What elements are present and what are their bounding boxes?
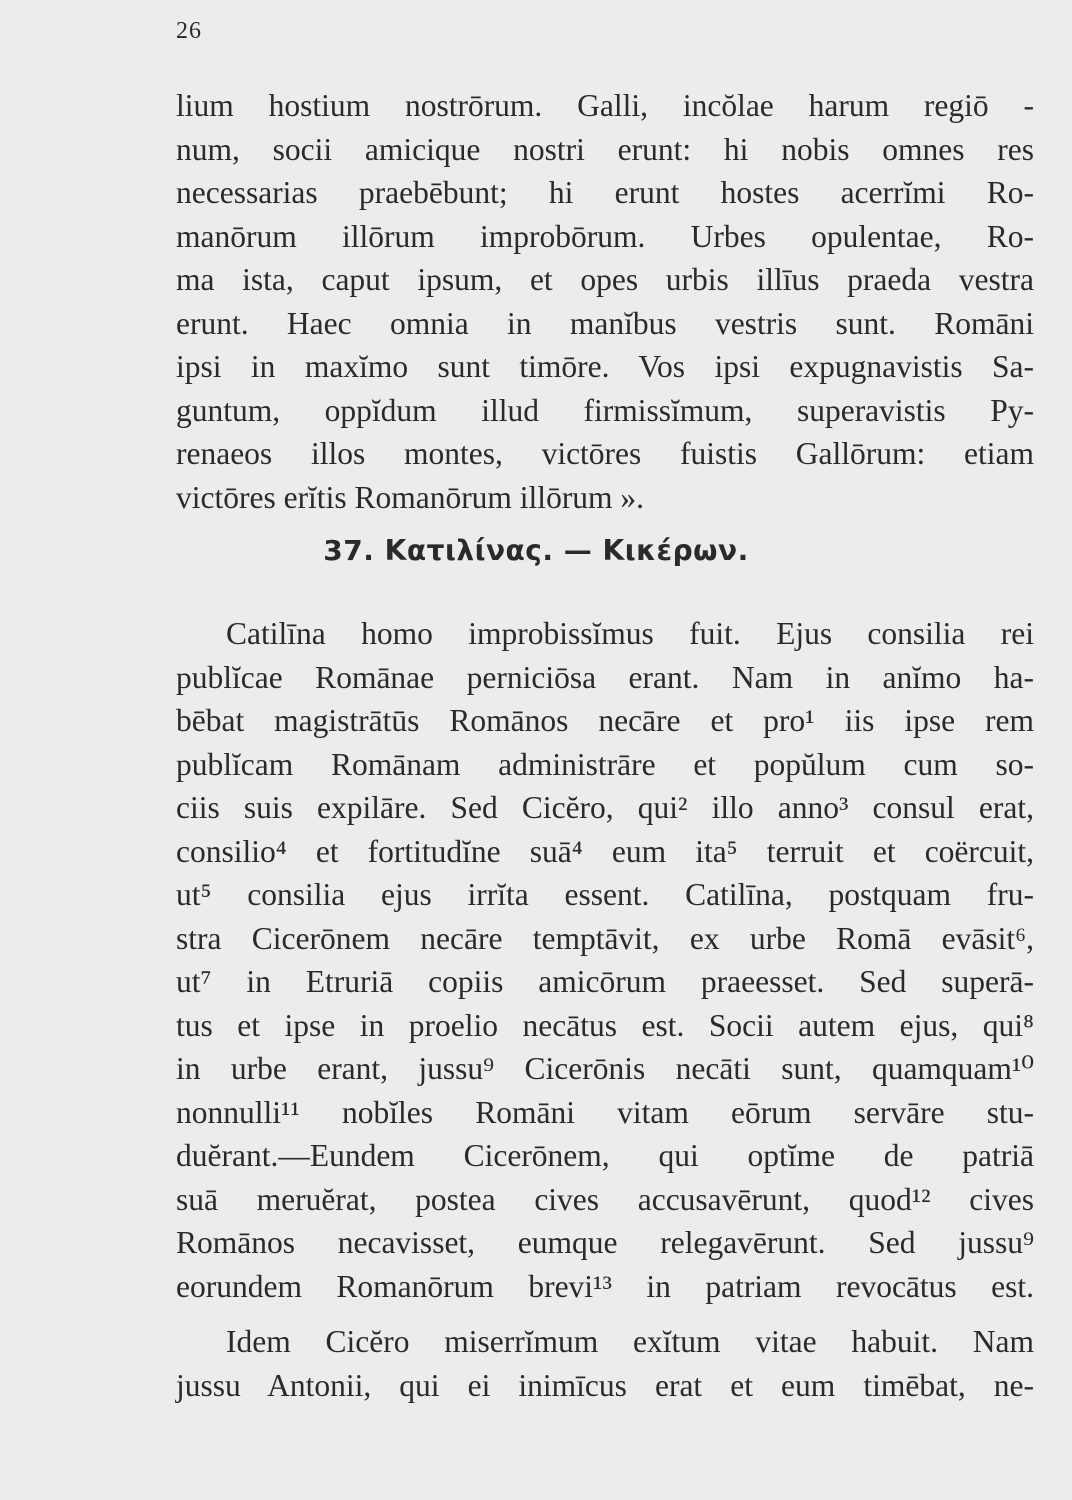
text-line: stra Cicerōnem necāre temptāvit, ex urbe Romā evāsit⁶,: [176, 920, 1034, 956]
text-line: ut⁷ in Etruriā copiis amicōrum praeesset. Sed superā-: [176, 964, 1034, 999]
text-line: ma ista, caput ipsum, et opes urbis illīus praeda vestra: [176, 262, 1034, 297]
text-line: manōrum illōrum improbōrum. Urbes opulentae, Ro-: [176, 218, 1034, 254]
text-line: lium hostium nostrōrum. Galli, incŏlae harum regiō -: [176, 88, 1034, 123]
text-line: ut⁵ consilia ejus irrĭta essent. Catilīna, postquam fru-: [176, 877, 1034, 912]
text-line: Romānos necavisset, eumque relegavērunt. Sed jussu⁹: [176, 1225, 1034, 1260]
text-line: duĕrant.—Eundem Cicerōnem, qui optĭme de patriā: [176, 1138, 1034, 1173]
text-line: tus et ipse in proelio necātus est. Socii autem ejus, qui⁸: [176, 1007, 1034, 1043]
text-line: consilio⁴ et fortitudĭne suā⁴ eum ita⁵ terruit et coërcuit,: [176, 833, 1034, 869]
text-line: Idem Cicĕro miserrĭmum exĭtum vitae habuit. Nam: [226, 1324, 1034, 1359]
text-line: victōres erĭtis Romanōrum illōrum ».: [176, 479, 645, 515]
text-line: nonnulli¹¹ nobĭles Romāni vitam eōrum servāre stu-: [176, 1094, 1034, 1130]
text-line: Catilīna homo improbissĭmus fuit. Ejus consilia rei: [226, 616, 1034, 651]
text-line: ipsi in maxĭmo sunt timōre. Vos ipsi expugnavistis Sa-: [176, 349, 1034, 384]
text-line: guntum, oppĭdum illud firmissĭmum, superavistis Py-: [176, 392, 1034, 428]
paragraph-catilina: [176, 612, 1034, 1407]
text-line: erunt. Haec omnia in manĭbus vestris sunt. Romāni: [176, 305, 1034, 341]
text-line: eorundem Romanōrum brevi¹³ in patriam revocātus est.: [176, 1268, 1034, 1304]
page-number: 26: [176, 18, 202, 44]
text-line: ciis suis expilāre. Sed Cicĕro, qui² illo anno³ consul erat,: [176, 790, 1034, 825]
text-line: in urbe erant, jussu⁹ Cicerōnis necāti sunt, quamquam¹⁰: [176, 1051, 1034, 1086]
text-line: suā meruĕrat, postea cives accusavērunt, quod¹² cives: [176, 1181, 1034, 1217]
section-heading: 37. Κατιλίνας. — Κικέρων.: [323, 534, 749, 567]
text-line: bēbat magistrātūs Romānos necāre et pro¹ iis ipse rem: [176, 703, 1034, 738]
paragraph-hannibal-speech: [176, 84, 1034, 519]
text-line: necessarias praebēbunt; hi erunt hostes acerrĭmi Ro-: [176, 175, 1034, 210]
text-line: publĭcam Romānam administrāre et popŭlum cum so-: [176, 746, 1034, 782]
text-line: publĭcae Romānae perniciōsa erant. Nam in anĭmo ha-: [176, 659, 1034, 695]
text-line: jussu Antonii, qui ei inimīcus erat et eum timēbat, ne-: [176, 1367, 1034, 1403]
text-line: renaeos illos montes, victōres fuistis Gallōrum: etiam: [176, 436, 1034, 471]
text-line: num, socii amicique nostri erunt: hi nobis omnes res: [176, 131, 1034, 167]
